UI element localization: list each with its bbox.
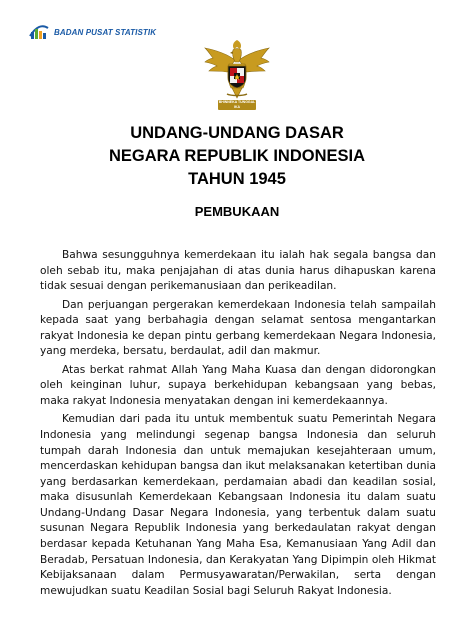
title-line-2: NEGARA REPUBLIK INDONESIA — [108, 147, 366, 165]
paragraph-2: Dan perjuangan pergerakan kemerdekaan Indonesia telah sampailah kepada saat yang berbahagia dengan selamat sentosa mengantarkan rakyat Indonesia ke depan pintu gerbang kemerdekaan Negara Indonesia, yang merdeka, bersatu, berdaulat, adil dan makmur. — [40, 298, 436, 358]
garuda-pancasila-emblem-icon — [201, 38, 273, 108]
document-title — [0, 122, 474, 191]
title-line-1: UNDANG-UNDANG DASAR — [130, 124, 344, 142]
section-title: PEMBUKAAN — [194, 204, 280, 219]
paragraph-1: Bahwa sesungguhnya kemerdekaan itu ialah hak segala bangsa dan oleh sebab itu, maka penjajahan di atas dunia harus dihapuskan karena tidak sesuai dengan perikemanusiaan dan perikeadilan. — [40, 249, 436, 293]
bps-logo-icon — [28, 24, 50, 40]
emblem-motto-ribbon: BHINNEKA TUNGGAL IKA — [218, 100, 256, 109]
title-line-3: TAHUN 1945 — [188, 170, 286, 188]
paragraph-3: Atas berkat rahmat Allah Yang Maha Kuasa dan dengan didorongkan oleh keinginan luhur, supaya berkehidupan kebangsaan yang bebas, maka rakyat Indonesia menyatakan dengan ini kemerdekaannya. — [40, 363, 436, 407]
agency-name: BADAN PUSAT STATISTIK — [54, 27, 157, 37]
paragraph-4: Kemudian dari pada itu untuk membentuk suatu Pemerintah Negara Indonesia yang melindungi segenap bangsa Indonesia dan seluruh tumpah darah Indonesia dan untuk memajukan kesejahteraan umum, mencerdaskan kehidupan bangsa dan ikut melaksanakan ketertiban dunia yang berdasarkan kemerdekaan, perdamaian abadi dan keadilan sosial, maka disusunlah Kemerdekaan Kebangsaan Indonesia itu dalam suatu Undang-Undang Dasar Negara Indonesia, yang terbentuk dalam suatu susunan Negara Republik Indonesia yang berkedaulatan rakyat dengan berdasar kepada Ketuhanan Yang Maha Esa, Kemanusiaan Yang Adil dan Beradab, Persatuan Indonesia, dan Kerakyatan Yang Dipimpin oleh Hikmat Kebijaksanaan dalam Permusyawaratan/Perwakilan, serta dengan mewujudkan suatu Keadilan Sosial bagi Seluruh Rakyat Indonesia. — [40, 413, 436, 597]
bps-logo — [28, 24, 156, 40]
preamble-text — [40, 248, 436, 602]
